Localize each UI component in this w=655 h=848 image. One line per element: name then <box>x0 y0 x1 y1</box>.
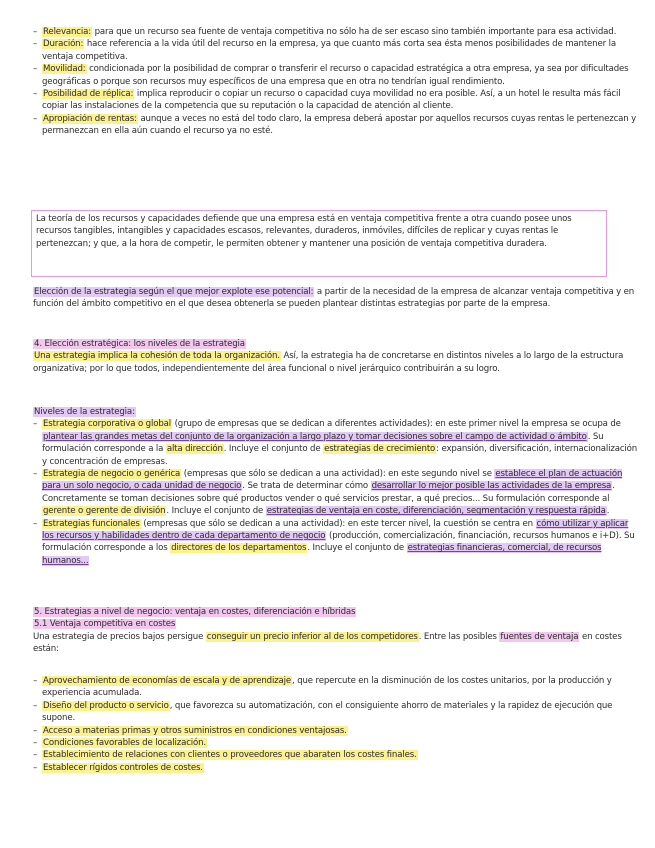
section-5-subheading: 5.1 Ventaja competitiva en costes <box>34 619 176 630</box>
list-item: – Establecimiento de relaciones con clientes o proveedores que abaraten los costes finales. <box>33 749 639 761</box>
list-item: – Aprovechamiento de economías de escala y de aprendizaje, que repercute en la disminución de los costes unitarios, por la producción y experiencia acumulada. <box>33 675 639 700</box>
section-5 <box>33 606 639 656</box>
resource-list <box>33 26 639 138</box>
list-item: – Movilidad: condicionada por la posibilidad de comprar o transferir el recurso o capacidad estratégica a otra empresa, ya sea por dificultades geográficas o porque son recursos muy específicos de una empresa que en otra no tendrían igual rendimiento. <box>33 63 639 88</box>
list-item: – Posibilidad de réplica: implica reproducir o copiar un recurso o capacidad cuya movilidad no era posible. Así, a un hotel le resulta más fácil copiar las instalaciones de la competencia que su reputación o la capacidad de atención al cliente. <box>33 88 639 113</box>
list-item-functional: – Estrategias funcionales (empresas que sólo se dedican a una actividad): en este tercer nivel, la cuestión se centra en cómo utilizar y aplicar los recursos y habilidades dentro de cada departamento de negocio (producción, comercialización, financiación, recursos humanos e i+D). Su formulación corresponde a los directores de los departamentos. Incluye el conjunto de estrategias financieras, comercial, de recursos humanos... <box>33 518 639 568</box>
cost-sources-list <box>33 675 639 774</box>
section-5-heading: 5. Estrategias a nivel de negocio: ventaja en costes, diferenciación e híbridas <box>34 607 356 617</box>
list-item: – Duración: hace referencia a la vida útil del recurso en la empresa, ya que cuanto más corta sea ésta menos posibilidades de mantener la ventaja competitiva. <box>33 38 639 63</box>
summary-text: La teoría de los recursos y capacidades defiende que una empresa está en ventaja competitiva frente a otra cuando posee unos recursos tangibles, intangibles y capacidades escasos, relevantes, duraderos, inmóviles, difíciles de replicar y cuyas rentas le pertenezcan; y que, a la hora de competir, le permiten obtener y mantener una posición de ventaja competitiva duradera. <box>36 214 572 249</box>
choice-highlight: Elección de la estrategia según el que mejor explote ese potencial: <box>34 287 314 297</box>
section-5-intro: Una estrategia de precios bajos persigue conseguir un precio inferior al de los competidores. Entre las posibles fuentes de ventaja en costes están: <box>33 631 622 655</box>
item-label: Duración: <box>43 39 84 50</box>
item-label: Posibilidad de réplica: <box>43 89 134 100</box>
item-label: Apropiación de rentas: <box>43 113 137 124</box>
list-item-business: – Estrategia de negocio o genérica (empresas que sólo se dedican a una actividad): en este segundo nivel se establece el plan de actuación para un solo negocio, o cada unidad de negocio. Se trata de determinar cómo desarrollar lo mejor posible las actividades de la empresa. Concretamente se toman decisiones sobre qué productos vender o qué servicios prestar, a qué precios... Su formulación corresponde al gerente o gerente de división. Incluye el conjunto de estrategias de ventaja en coste, diferenciación, segmentación y respuesta rápida. <box>33 468 639 518</box>
levels-heading: Niveles de la estrategia: <box>34 407 135 417</box>
list-item: – Relevancia: para que un recurso sea fuente de ventaja competitiva no sólo ha de ser escaso sino también importante para esa actividad. <box>33 26 639 38</box>
summary-box <box>31 210 607 277</box>
list-item: – Establecer rígidos controles de costes. <box>33 762 639 774</box>
strategy-levels <box>33 406 639 567</box>
section-4-heading: 4. Elección estratégica: los niveles de la estrategia <box>34 339 245 349</box>
list-item: – Acceso a materias primas y otros suministros en condiciones ventajosas. <box>33 725 639 737</box>
list-item-corporate: – Estrategia corporativa o global (grupo de empresas que se dedican a diferentes actividades): en este primer nivel la empresa se ocupa de plantear las grandes metas del conjunto de la organización a largo plazo y tomar decisiones sobre el campo de actividad o ámbito. Su formulación corresponde a la alta dirección. Incluye el conjunto de estrategias de crecimiento: expansión, diversificación, internacionalización y concentración de empresas. <box>33 418 639 468</box>
list-item: – Diseño del producto o servicio, que favorezca su automatización, con el consiguiente ahorro de materiales y la rapidez de ejecución que supone. <box>33 700 639 725</box>
choice-paragraph: Elección de la estrategia según el que mejor explote ese potencial: a partir de la necesidad de la empresa de alcanzar ventaja competitiva y en función del ámbito competitivo en el que desea obtenerla se pueden plantear distintas estrategias por parte de la empresa. <box>33 287 635 310</box>
list-item: – Apropiación de rentas: aunque a veces no está del todo claro, la empresa deberá apostar por aquellos recursos cuyas rentas le pertenezcan y permanezcan en ella aún cuando el recurso ya no esté. <box>33 113 639 138</box>
section-4-intro: Una estrategia implica la cohesión de toda la organización. Así, la estrategia ha de concretarse en distintos niveles a lo largo de la estructura organizativa; por lo que todos, independientemente del área funcional o nivel jerárquico contribuirán a su logro. <box>33 351 624 374</box>
section-4 <box>33 338 639 375</box>
item-label: Relevancia: <box>43 27 91 37</box>
list-item: – Condiciones favorables de localización. <box>33 737 639 749</box>
item-label: Movilidad: <box>43 64 86 75</box>
